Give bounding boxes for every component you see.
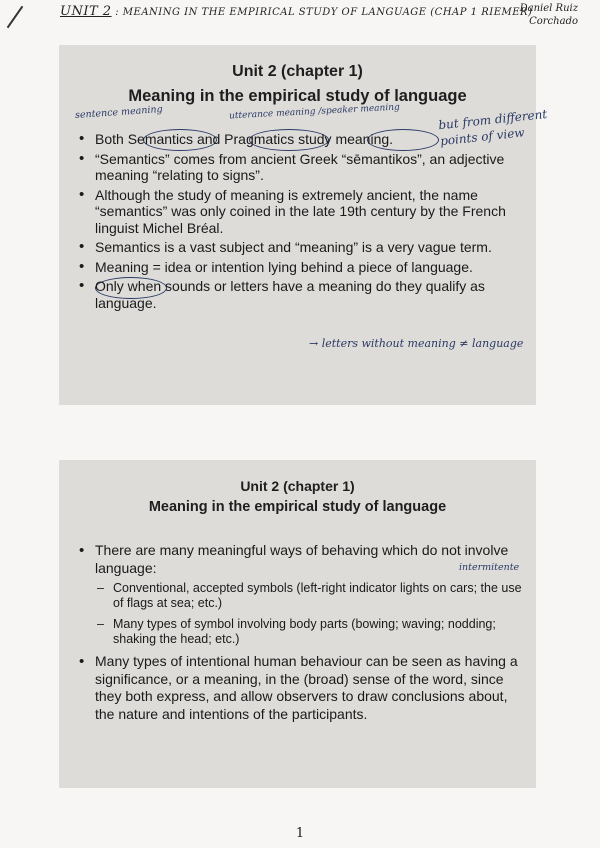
slide-2-sub-list [95,581,522,647]
annotation-utterance-meaning: utterance meaning /speaker meaning [228,102,401,122]
slide-2-bullet [79,542,522,647]
slide-2-sub-bullet: – Conventional, accepted symbols (left-right indicator lights on cars; the use of flags at sea; etc.) [95,581,522,611]
slide-1-bullet: • Both Semantics and Pragmatics study meaning. [79,131,522,148]
slide-1-bullet: • “Semantics” comes from ancient Greek “sēmantikos”, an adjective meaning “relating to signs”. [79,151,522,184]
slide-2 [59,460,536,788]
slide-1 [59,45,548,405]
pen-stroke-mark [7,6,24,28]
slide-1-bullet: • Only when sounds or letters have a meaning do they qualify as language. [79,278,522,311]
author-line-1: Daniel Ruiz [519,3,578,14]
handwritten-header [60,4,532,19]
slide-1-bullet-list [79,131,522,314]
slide-1-bullet: • Meaning = idea or intention lying behind a piece of language. [79,259,522,276]
slide-2-bullet-list [79,542,522,726]
header-title: : MEANING IN THE EMPIRICAL STUDY OF LANGUAGE (CHAP 1 RIEMER) [115,7,533,18]
slide-1-title: Unit 2 (chapter 1) [232,63,363,80]
annotation-letters-note: → letters without meaning ≠ language [309,337,524,350]
slide-2-subtitle: Meaning in the empirical study of language [148,499,447,515]
page-number: 1 [295,826,305,841]
slide-2-title: Unit 2 (chapter 1) [240,478,355,494]
annotation-sentence-meaning: sentence meaning [74,103,164,122]
header-unit: UNIT 2 [60,4,112,19]
annotation-points-of-view: but from different points of view [437,106,548,149]
slide-1-subtitle: Meaning in the empirical study of language [128,87,467,105]
slide-2-bullet: • Many types of intentional human behaviour can be seen as having a significance, or a meaning, in the (broad) sense of the word, since they both express, and allow observers to draw conclusions about, the nature and intentions of the participants. [79,653,522,723]
author-line-2: Corchado [529,16,578,27]
slide-1-bullet: • Semantics is a vast subject and “meaning” is a very vague term. [79,239,522,256]
slide-2-sub-bullet: – Many types of symbol involving body parts (bowing; waving; nodding; shaking the head; etc.) [95,617,522,647]
author-name [520,2,578,28]
annotation-intermitente: intermitente [459,562,520,573]
slide-1-bullet: • Although the study of meaning is extremely ancient, the name “semantics” was only coined in the late 19th century by the French linguist Michel Bréal. [79,187,522,237]
slide-2-bullet-1-text: There are many meaningful ways of behaving which do not involve language: [95,542,509,576]
